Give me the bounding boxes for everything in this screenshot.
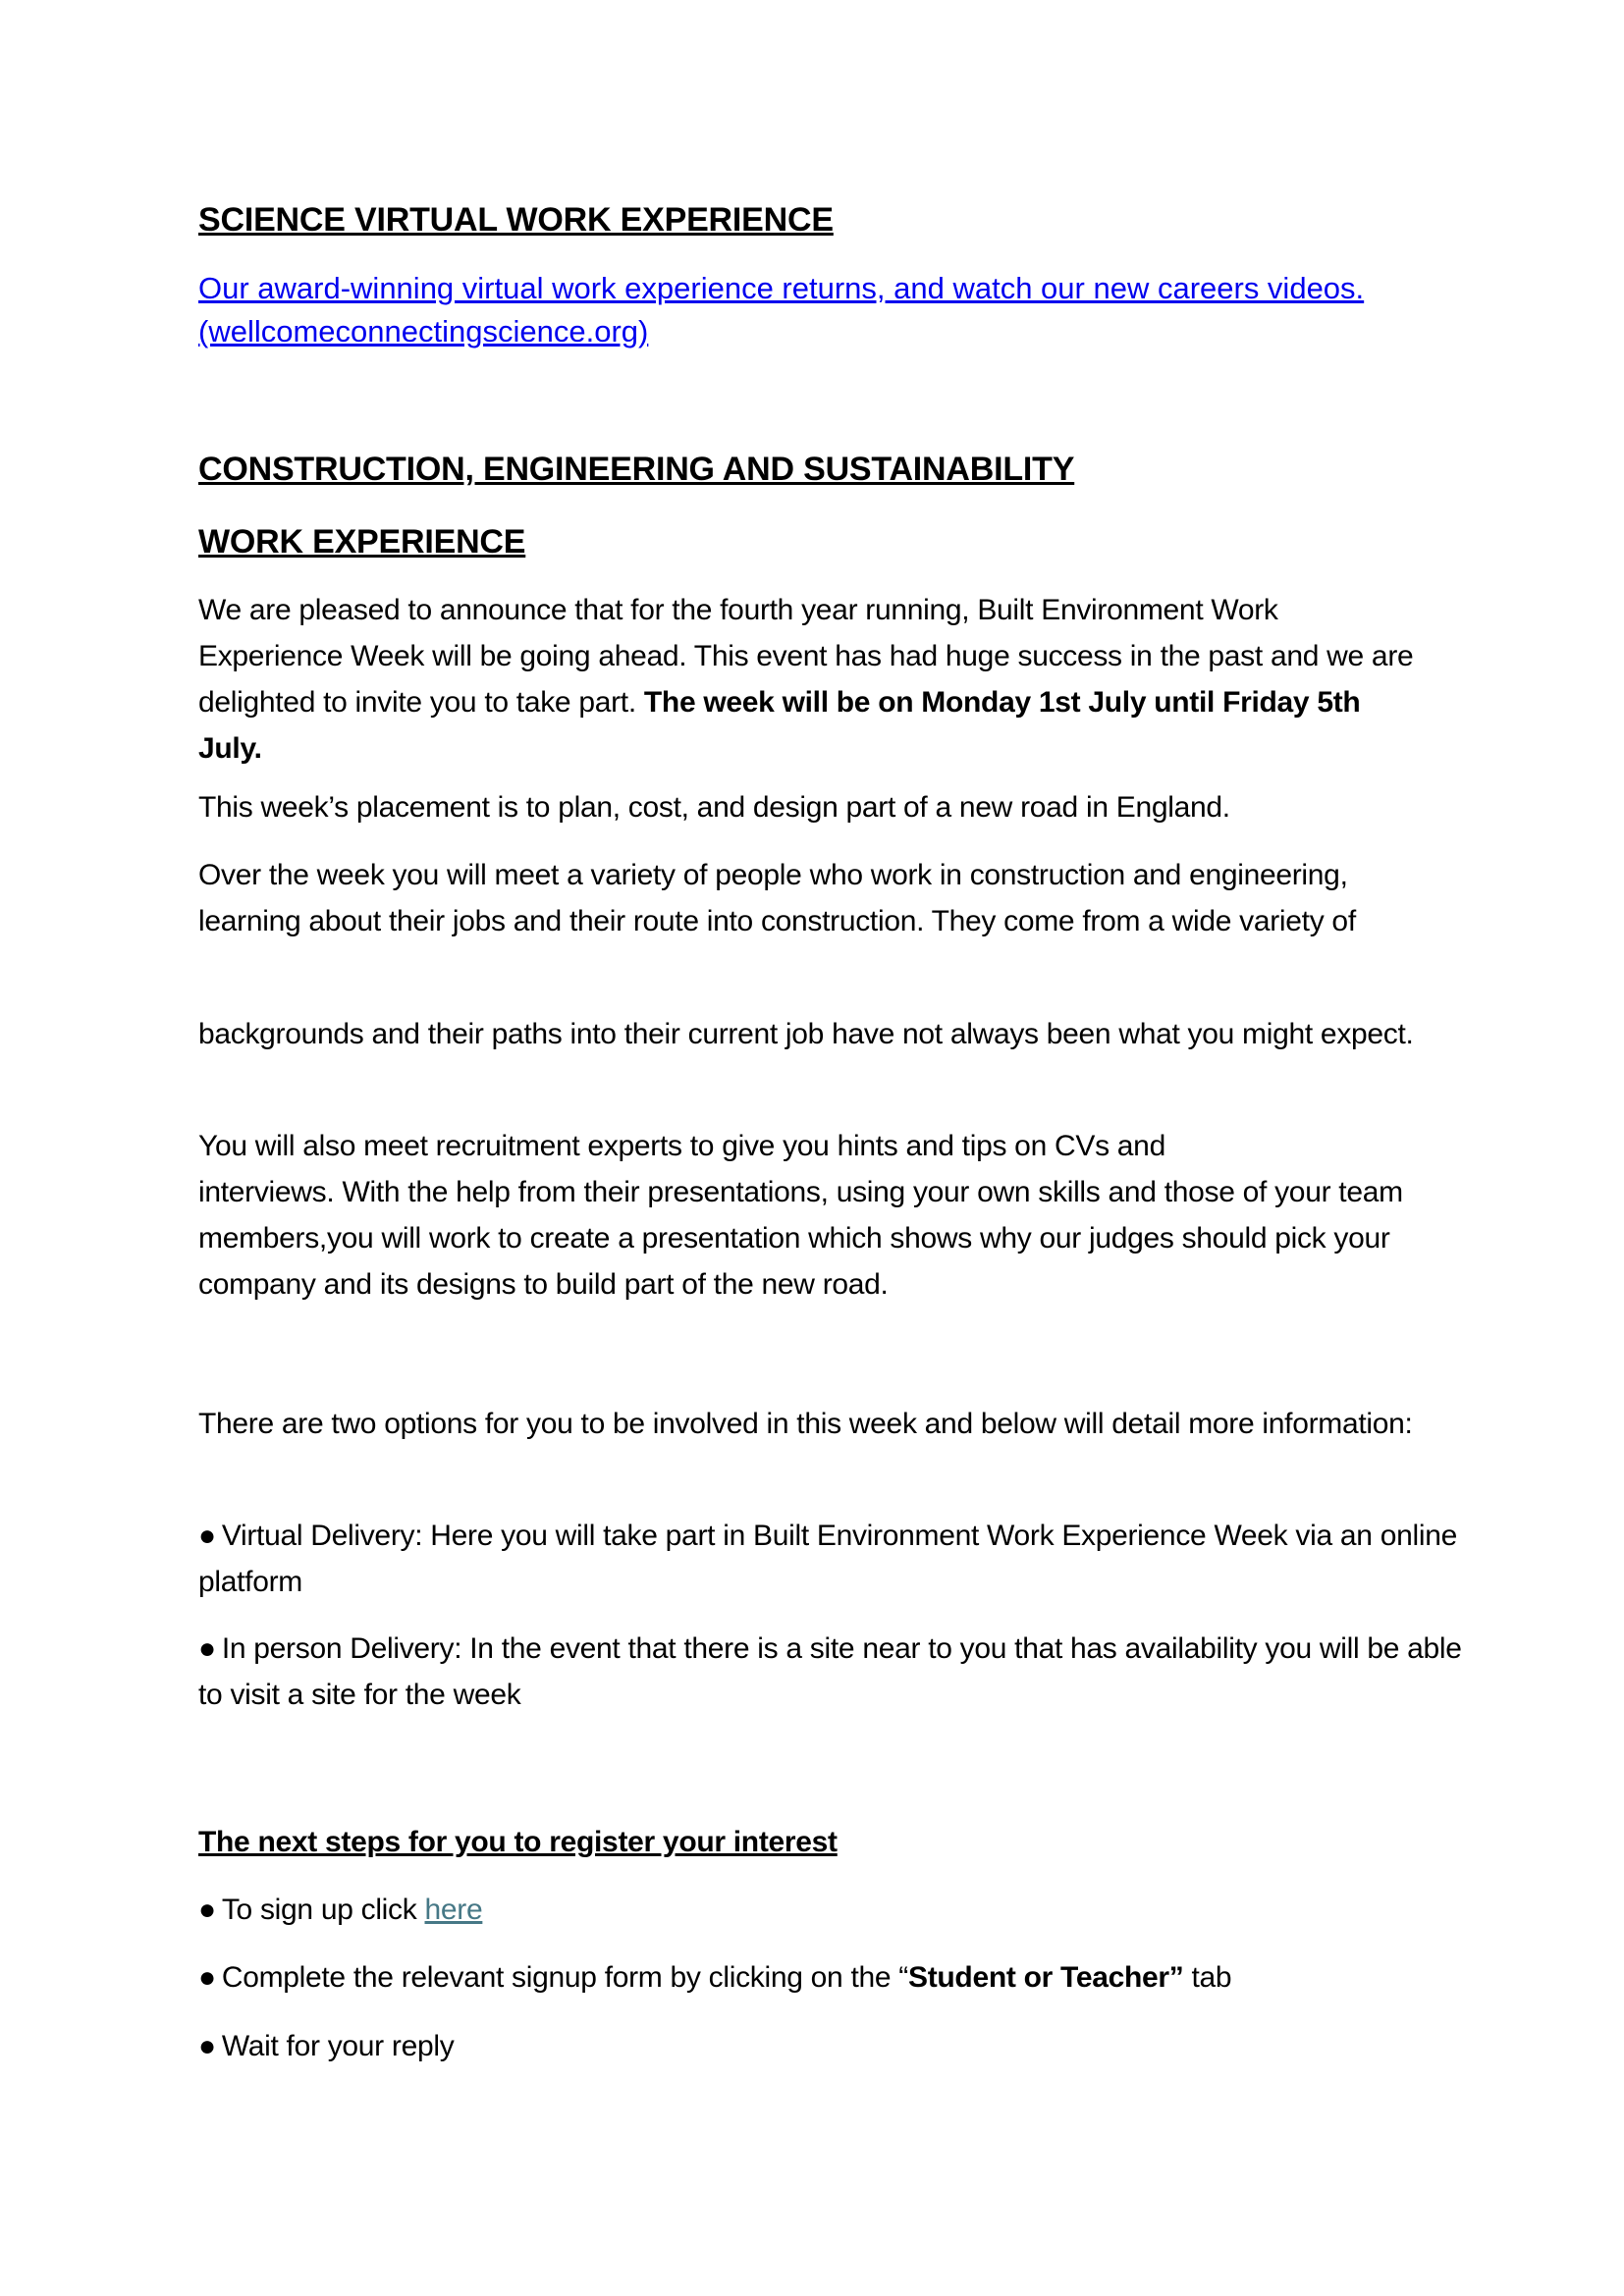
step-complete-form-pre: Complete the relevant signup form by clicking on the “ [221,1961,908,1994]
sign-up-link[interactable]: here [424,1894,483,1926]
bullet-icon: ● [198,1894,216,1926]
construction-heading-line2: WORK EXPERIENCE [198,523,526,561]
science-link-line2: (wellcomeconnectingscience.org) [198,314,649,348]
intro-paragraph [198,587,1416,772]
backgrounds-paragraph: backgrounds and their paths into their current job have not always been what you might expect. [198,1018,1414,1050]
option-virtual [198,1513,1475,1605]
science-link-line1: Our award-winning virtual work experience returns, and watch our new careers videos. [198,271,1365,305]
bullet-icon: ● [198,2030,216,2062]
step-sign-up-text: To sign up click [221,1894,425,1926]
step-complete-form-post: tab [1183,1961,1232,1994]
step-sign-up [198,1887,1465,1933]
science-link-block [198,267,1465,353]
intro-dates: The week will be on Monday 1st July until Friday 5th July. [198,686,1361,765]
intro-text: We are pleased to announce that for the fourth year running, Built Environment Work Experience Week will be going ahead. This event has had huge success in the past and we are delighted to invite you to take part. [198,594,1414,719]
option-virtual-text: Virtual Delivery: Here you will take part in Built Environment Work Experience Week via an online platform [198,1520,1457,1598]
option-in-person [198,1626,1475,1718]
recruitment-paragraph [198,1123,1435,1308]
construction-heading-line1: CONSTRUCTION, ENGINEERING AND SUSTAINABILITY [198,451,1075,488]
step-wait-text: Wait for your reply [221,2030,455,2062]
recruitment-rest: interviews. With the help from their presentations, using your own skills and those of your team members,you will work to create a presentation which shows why our judges should pick your company and its designs to build part of the new road. [198,1176,1403,1301]
bullet-icon: ● [198,1632,216,1665]
placement-paragraph: This week’s placement is to plan, cost, and design part of a new road in England. [198,791,1230,824]
options-intro-paragraph: There are two options for you to be involved in this week and below will detail more information: [198,1408,1413,1440]
step-complete-form [198,1954,1465,2001]
next-steps-heading: The next steps for you to register your interest [198,1826,838,1858]
science-heading: SCIENCE VIRTUAL WORK EXPERIENCE [198,201,834,239]
science-link[interactable] [198,271,1364,348]
meet-people-paragraph: Over the week you will meet a variety of people who work in construction and engineering, learning about their jobs and their route into construction. They come from a wide variety of [198,859,1356,937]
recruitment-line1: You will also meet recruitment experts to give you hints and tips on CVs and [198,1130,1165,1162]
option-in-person-text: In person Delivery: In the event that there is a site near to you that has availability you will be able to visit a site for the week [198,1632,1462,1711]
student-teacher-tab-label: Student or Teacher” [908,1961,1184,1994]
bullet-icon: ● [198,1961,216,1994]
step-wait [198,2023,1465,2069]
bullet-icon: ● [198,1520,216,1552]
